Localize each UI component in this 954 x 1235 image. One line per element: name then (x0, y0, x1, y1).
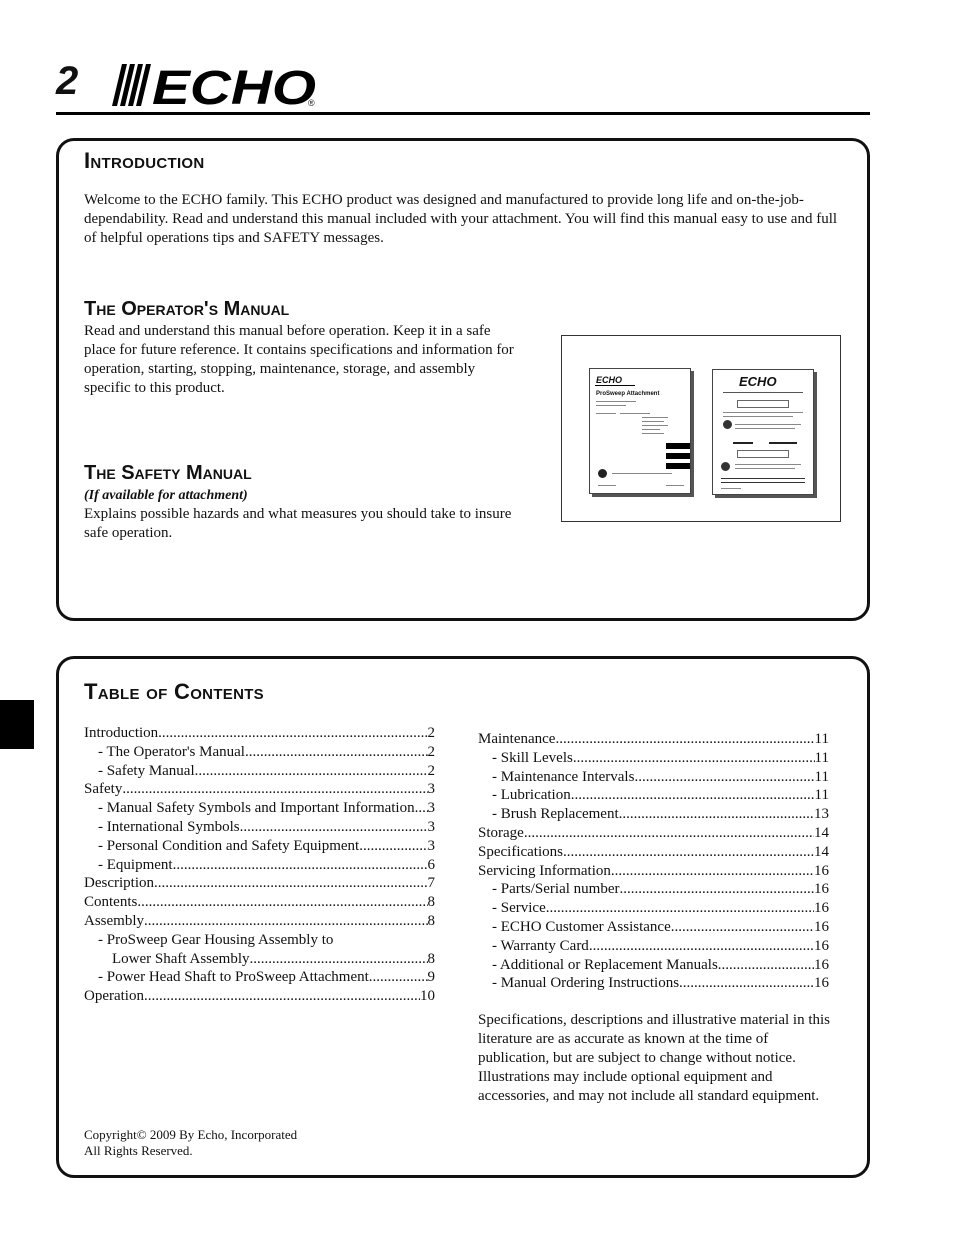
toc-entry-page: 3 (427, 818, 435, 835)
toc-entry-page: 16 (814, 862, 829, 879)
toc-entry[interactable] (84, 837, 435, 856)
toc-entry-label: Maintenance (478, 731, 556, 747)
toc-entry-label: - Equipment (98, 856, 173, 873)
toc-leader-dots (154, 874, 428, 893)
toc-leader-dots (158, 724, 427, 743)
toc-entry[interactable] (84, 874, 435, 893)
toc-heading: Table of Contents (84, 679, 264, 704)
toc-entry-page: 11 (814, 787, 829, 804)
toc-leader-dots (573, 749, 815, 768)
toc-leader-dots (524, 824, 814, 843)
toc-entry-page: 8 (427, 894, 435, 911)
toc-entry[interactable] (84, 950, 435, 969)
toc-entry-label: - Warranty Card (492, 937, 589, 954)
toc-entry-page: 10 (420, 988, 435, 1005)
svg-text:ECHO: ECHO (152, 62, 316, 110)
toc-entry[interactable] (478, 730, 829, 749)
toc-leader-dots (589, 937, 814, 956)
toc-entry[interactable] (478, 843, 829, 862)
toc-entry-label: - Lubrication (492, 787, 571, 804)
toc-leader-dots (144, 987, 420, 1006)
toc-entry-page: 8 (427, 912, 435, 929)
toc-entry-page: 14 (814, 843, 829, 860)
toc-entry[interactable] (84, 931, 435, 950)
toc-entry-page: 16 (814, 918, 829, 935)
toc-leader-dots (619, 880, 814, 899)
toc-leader-dots (563, 843, 814, 862)
toc-leader-dots (173, 856, 428, 875)
toc-entry[interactable] (478, 937, 829, 956)
toc-entry-label: - ECHO Customer Assistance (492, 918, 671, 935)
toc-entry-label: - Personal Condition and Safety Equipment (98, 837, 360, 854)
toc-entry[interactable] (478, 786, 829, 805)
toc-entry-label: Safety (84, 781, 123, 798)
toc-entry-page: 11 (814, 768, 829, 785)
toc-leader-dots (249, 950, 427, 969)
toc-entry-page: 7 (427, 875, 435, 892)
toc-entry-label: Introduction (84, 725, 159, 741)
toc-entry-label: - International Symbols (98, 818, 240, 835)
toc-entry[interactable] (478, 880, 829, 899)
toc-entry-label: - Maintenance Intervals (492, 768, 635, 785)
safety-manual-note: (If available for attachment) (84, 488, 248, 503)
toc-entry-page: 2 (427, 743, 435, 760)
toc-leader-dots (571, 786, 815, 805)
toc-entry-page: 2 (427, 725, 435, 741)
toc-entry-page: 11 (814, 731, 829, 747)
safety-manual-heading: The Safety Manual (84, 462, 252, 484)
toc-entry-page: 9 (427, 969, 435, 986)
registered-mark: ® (308, 98, 315, 108)
introduction-heading: Introduction (84, 148, 205, 173)
toc-entry-label: - Skill Levels (492, 749, 573, 766)
toc-entry[interactable] (84, 799, 435, 818)
toc-entry-page: 6 (427, 856, 435, 873)
toc-leader-dots (122, 780, 427, 799)
operators-manual-heading: The Operator's Manual (84, 298, 290, 320)
toc-entry-label: Description (84, 875, 154, 892)
cover-logo: ECHO (739, 374, 777, 389)
safety-manual-cover (712, 369, 814, 495)
toc-entry[interactable] (84, 856, 435, 875)
header-rule (56, 112, 870, 115)
toc-leader-dots (195, 762, 428, 781)
toc-leader-dots (634, 768, 814, 787)
toc-entry-label: Contents (84, 894, 138, 911)
toc-entry[interactable] (478, 956, 829, 975)
toc-leader-dots (137, 893, 427, 912)
toc-entry-label: Storage (478, 824, 524, 841)
toc-entry-page: 3 (427, 800, 435, 817)
operators-manual-text: Read and understand this manual before operation. Keep it in a safe place for future reference. It contains specifications and information for operation, starting, stopping, maintenance, storage, and assembly specific to this product. (84, 323, 514, 396)
toc-entry-page: 14 (814, 824, 829, 841)
toc-entry-page: 8 (427, 950, 435, 967)
toc-entry[interactable] (478, 824, 829, 843)
toc-leader-dots (679, 974, 814, 993)
rights-line: All Rights Reserved. (84, 1143, 193, 1158)
toc-leader-dots (369, 968, 428, 987)
toc-entry-label: - ProSweep Gear Housing Assembly to (98, 931, 334, 948)
toc-entry[interactable] (478, 749, 829, 768)
cover-logo: ECHO (596, 375, 623, 385)
toc-entry-page: 3 (427, 781, 435, 798)
toc-entry[interactable] (478, 918, 829, 937)
safety-manual-text: Explains possible hazards and what measures you should take to insure safe operation. (84, 506, 512, 541)
toc-entry-label: - Brush Replacement (492, 806, 619, 823)
toc-leader-dots (546, 899, 814, 918)
operators-manual-cover (589, 368, 691, 494)
toc-leader-dots (359, 837, 427, 856)
toc-leader-dots (718, 956, 814, 975)
toc-entry-page: 16 (814, 937, 829, 954)
toc-entry[interactable] (84, 968, 435, 987)
toc-entry-label: - Manual Safety Symbols and Important Information (98, 800, 415, 817)
toc-entry-label: - Safety Manual (98, 762, 195, 779)
welcome-paragraph: Welcome to the ECHO family. This ECHO product was designed and manufactured to provide long life and on-the-job-dependability. Read and understand this manual included with your attachment. You will find this manual easy to use and full of helpful operations tips and SAFETY messages. (84, 192, 838, 246)
toc-right-column (478, 730, 829, 993)
toc-entry-page: 16 (814, 956, 829, 973)
toc-entry-page: 13 (814, 806, 829, 823)
toc-entry-page: 11 (814, 749, 829, 766)
toc-entry[interactable] (84, 893, 435, 912)
toc-entry[interactable] (84, 818, 435, 837)
toc-entry[interactable] (84, 743, 435, 762)
toc-leader-dots (619, 805, 814, 824)
toc-entry-label: - Service (492, 900, 546, 917)
toc-entry-label: Operation (84, 988, 144, 1005)
specifications-notice: Specifications, descriptions and illustrative material in this literature are as accurate as known at the time of publication, but are subject to change without notice. Illustrations may include optional equipment and accessories, and may not include all standard equipment. (478, 1012, 831, 1104)
toc-entry-label: - Additional or Replacement Manuals (492, 956, 718, 973)
manual-covers-illustration (561, 335, 841, 522)
toc-leader-dots (240, 818, 428, 837)
copyright-line: Copyright© 2009 By Echo, Incorporated (84, 1127, 298, 1142)
toc-entry-label: Lower Shaft Assembly (112, 950, 250, 967)
toc-leader-dots (415, 799, 428, 818)
toc-entry[interactable] (478, 974, 829, 993)
toc-entry[interactable] (478, 899, 829, 918)
toc-entry-page: 16 (814, 975, 829, 992)
toc-entry[interactable] (478, 768, 829, 787)
cover-title: ProSweep Attachment (596, 391, 660, 397)
toc-entry[interactable] (84, 780, 435, 799)
page-number: 2 (56, 59, 79, 103)
toc-entry-page: 3 (427, 837, 435, 854)
toc-entry-label: - The Operator's Manual (98, 743, 245, 760)
section-thumb-tab (0, 700, 34, 749)
toc-entry-page: 16 (814, 900, 829, 917)
toc-entry-label: Servicing Information (478, 862, 611, 879)
toc-leader-dots (611, 862, 814, 881)
toc-leader-dots (555, 730, 814, 749)
toc-entry-label: - Power Head Shaft to ProSweep Attachment (98, 969, 369, 986)
toc-left-column (84, 724, 435, 1006)
toc-entry-label: - Manual Ordering Instructions (492, 975, 680, 992)
toc-leader-dots (671, 918, 814, 937)
copyright (84, 1127, 297, 1159)
toc-entry[interactable] (84, 762, 435, 781)
echo-logo (108, 60, 320, 110)
toc-entry-page: 16 (814, 881, 829, 898)
toc-entry[interactable] (84, 987, 435, 1006)
toc-entry-label: - Parts/Serial number (492, 881, 620, 898)
toc-entry-label: Assembly (84, 912, 144, 929)
toc-entry-page: 2 (427, 762, 435, 779)
toc-entry-label: Specifications (478, 843, 563, 860)
toc-entry[interactable] (84, 724, 435, 743)
toc-leader-dots (245, 743, 428, 762)
toc-entry[interactable] (478, 862, 829, 881)
toc-entry[interactable] (84, 912, 435, 931)
toc-leader-dots (144, 912, 428, 931)
toc-entry[interactable] (478, 805, 829, 824)
